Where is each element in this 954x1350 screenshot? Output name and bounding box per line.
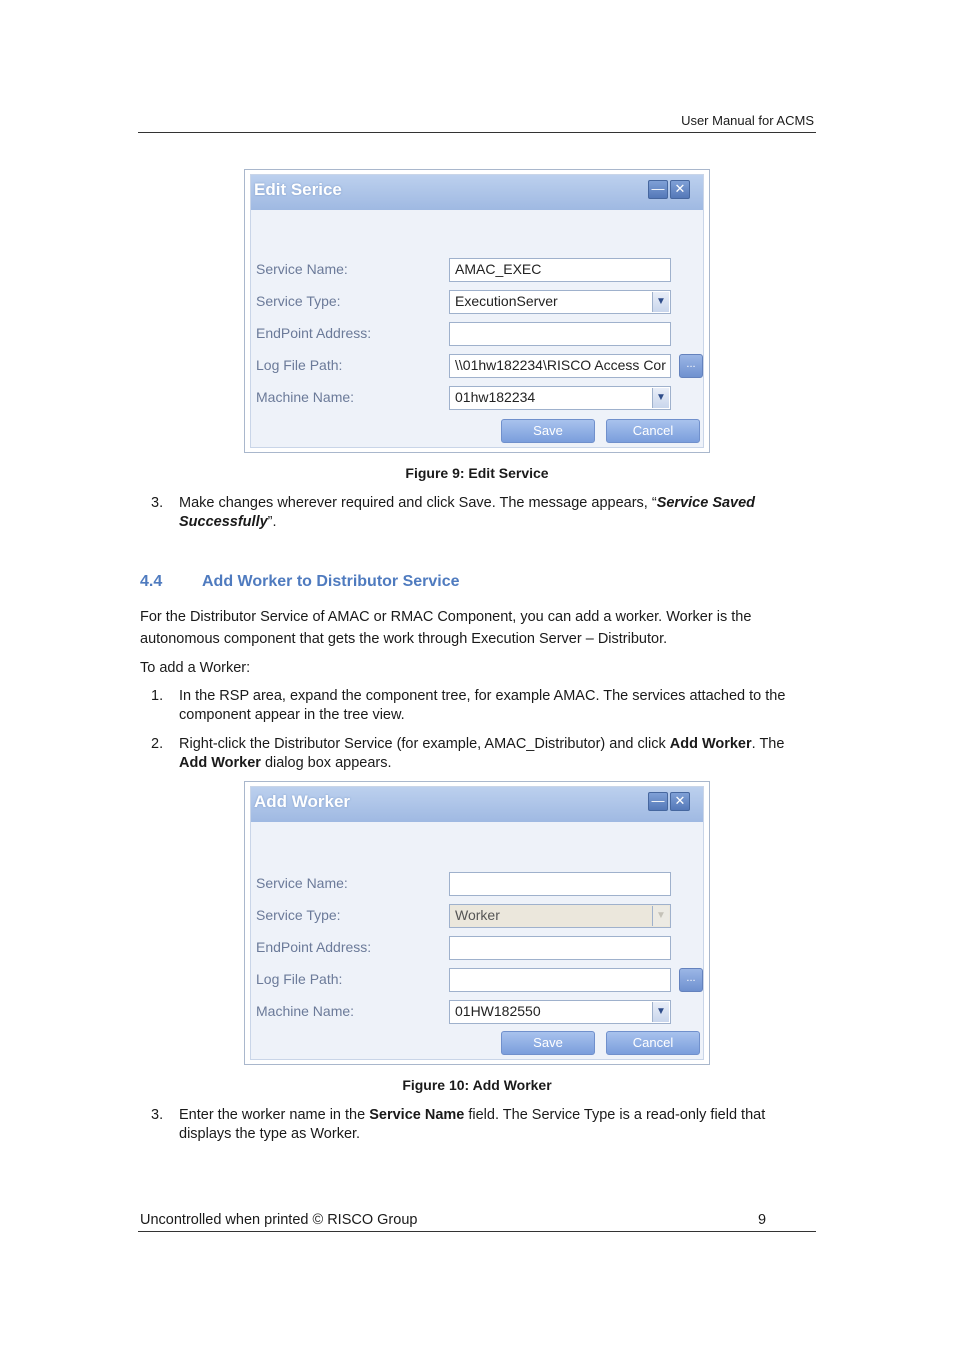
cancel-button[interactable]: Cancel [606,419,700,443]
cancel-button[interactable]: Cancel [606,1031,700,1055]
close-icon[interactable]: ✕ [670,180,690,199]
service-name-input[interactable]: AMAC_EXEC [449,258,671,282]
chevron-down-icon[interactable]: ▼ [652,388,669,408]
step-number: 1. [151,688,164,704]
service-name-row [256,258,706,282]
service-name-input[interactable] [449,872,671,896]
log-path-input[interactable]: \\01hw182234\RISCO Access Cor [449,354,671,378]
browse-button[interactable]: ... [679,968,703,992]
step-number: 3. [151,495,164,511]
log-path-row [256,354,706,378]
step-2-text: Right-click the Distributor Service (for example, AMAC_Distributor) and click Add Worker. The Add Worker dialog box appears. [179,736,785,771]
machine-label: Machine Name: [256,389,355,405]
header-title: User Manual for ACMS [681,113,814,128]
chevron-down-icon[interactable]: ▼ [652,1002,669,1022]
log-path-label: Log File Path: [256,357,343,373]
footer-copyright: Uncontrolled when printed © RISCO Group [140,1212,418,1228]
page-header [138,112,816,133]
dialog-title: Add Worker [254,792,351,811]
dialog-titlebar [251,175,703,210]
machine-select[interactable] [449,1000,671,1024]
endpoint-input[interactable] [449,936,671,960]
service-type-label: Service Type: [256,907,341,923]
endpoint-input[interactable] [449,322,671,346]
dialog-title: Edit Serice [254,180,342,199]
step-3-worker-text: Enter the worker name in the Service Name field. The Service Type is a read-only field that displays the type as Worker. [179,1107,766,1142]
service-name-label: Service Name: [256,875,348,891]
machine-value: 01hw182234 [455,389,536,405]
machine-value: 01HW182550 [455,1003,541,1019]
machine-row [256,1000,706,1024]
service-type-row [256,290,706,314]
section-heading [140,573,460,591]
step-number: 2. [151,736,164,752]
endpoint-label: EndPoint Address: [256,325,372,341]
figure-9-caption: Figure 9: Edit Service [405,465,549,481]
step-number: 3. [151,1107,164,1123]
chevron-down-icon[interactable]: ▼ [652,292,669,312]
edit-service-figure [244,169,710,453]
endpoint-row [256,322,706,346]
service-name-label: Service Name: [256,261,348,277]
endpoint-row [256,936,706,960]
step-3-save-text: Make changes wherever required and click Save. The message appears, “Service Saved Successfully”. [179,495,756,530]
minimize-icon[interactable]: — [648,180,668,199]
minimize-icon[interactable]: — [648,792,668,811]
service-name-row [256,872,706,896]
service-type-select[interactable] [449,290,671,314]
figure-10-caption: Figure 10: Add Worker [402,1077,552,1093]
page-footer [138,1211,816,1232]
add-worker-figure [244,781,710,1065]
save-button[interactable]: Save [501,419,595,443]
service-type-row [256,904,706,928]
to-add-text: To add a Worker: [140,660,251,676]
machine-select[interactable] [449,386,671,410]
intro-paragraph: For the Distributor Service of AMAC or RMAC Component, you can add a worker. Worker is the autonomous component that gets the work through Execution Server – Distributor. [140,609,752,647]
service-type-label: Service Type: [256,293,341,309]
chevron-down-icon: ▼ [652,906,669,926]
close-icon[interactable]: ✕ [670,792,690,811]
edit-service-dialog [250,174,704,448]
section-title: Add Worker to Distributor Service [202,573,460,590]
machine-label: Machine Name: [256,1003,355,1019]
log-path-input[interactable] [449,968,671,992]
save-button[interactable]: Save [501,1031,595,1055]
service-type-value: ExecutionServer [455,293,558,309]
page-number: 9 [758,1212,767,1228]
machine-row [256,386,706,410]
service-type-value: Worker [455,907,500,923]
log-path-row [256,968,706,992]
step-1-text: In the RSP area, expand the component tree, for example AMAC. The services attached to the component appear in the tree view. [179,688,786,723]
dialog-titlebar [251,787,703,822]
add-worker-dialog [250,786,704,1060]
log-path-label: Log File Path: [256,971,343,987]
service-type-select [449,904,671,928]
section-number: 4.4 [140,573,163,590]
browse-button[interactable]: ... [679,354,703,378]
endpoint-label: EndPoint Address: [256,939,372,955]
